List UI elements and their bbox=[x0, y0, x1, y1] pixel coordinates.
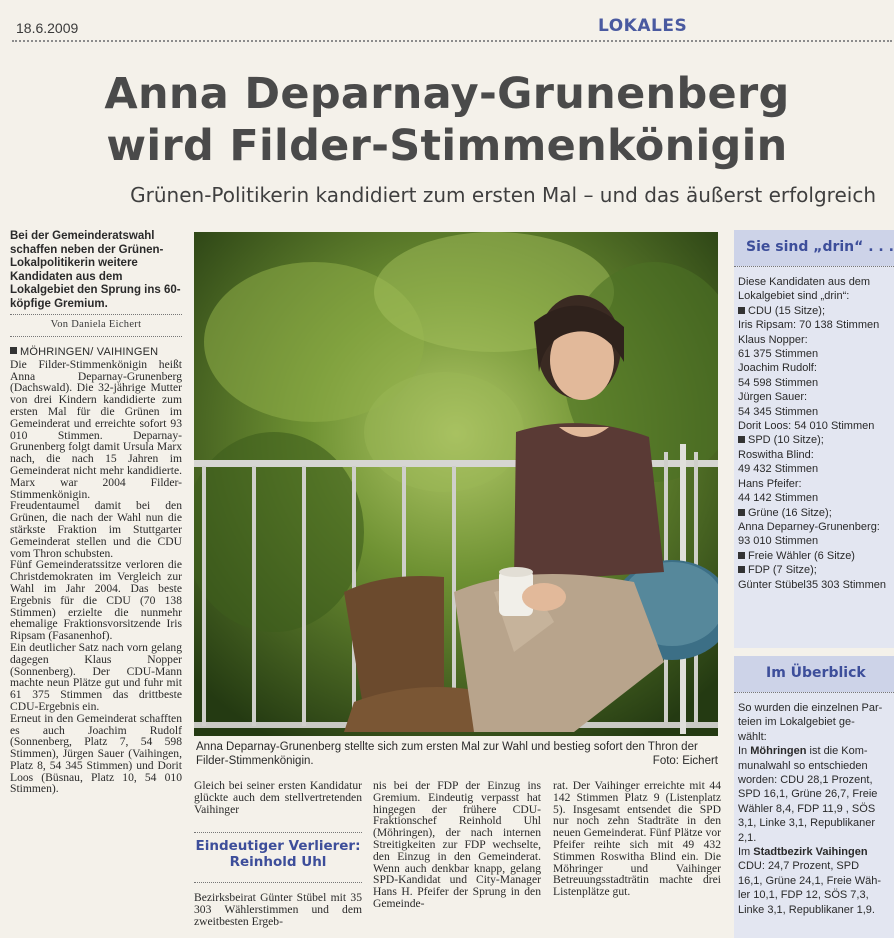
section-label: LOKALES bbox=[598, 16, 688, 36]
photo-caption bbox=[196, 740, 718, 768]
subheadline: Grünen-Politikerin kandidiert zum ersten Mal – und das äußerst erfolgreich bbox=[130, 183, 876, 207]
intertitle: Eindeutiger Verlierer: Reinhold Uhl bbox=[195, 838, 361, 870]
sidebar-line: Diese Kandidaten aus dem bbox=[738, 276, 871, 288]
headline-line-2: wird Filder-Stimmenkönigin bbox=[106, 121, 788, 171]
sidebar-line: munalwahl so entschieden bbox=[738, 759, 868, 772]
header-divider bbox=[12, 40, 892, 42]
sidebar-divider bbox=[734, 266, 894, 267]
sidebar-line: CDU: 24,7 Prozent, SPD bbox=[738, 860, 860, 873]
sidebar-party-line bbox=[738, 433, 894, 447]
article-column-2-top: Gleich bei seiner ersten Kandidatur glückte auch dem stellvertretenden Vaihinger bbox=[194, 779, 362, 816]
sidebar-line: wählt: bbox=[738, 730, 767, 743]
bullet-square-icon bbox=[738, 307, 745, 314]
sidebar-line: Günter Stübel35 303 Stimmen bbox=[738, 578, 886, 591]
bullet-square-icon bbox=[10, 347, 17, 354]
party-label: Freie Wähler (6 Sitze) bbox=[748, 549, 855, 562]
party-label: FDP (7 Sitze); bbox=[748, 564, 817, 577]
party-label: Grüne (16 Sitze); bbox=[748, 506, 832, 519]
headline-line-1: Anna Deparnay-Grunenberg bbox=[104, 69, 790, 119]
sidebar-line: teien im Lokalgebiet ge- bbox=[738, 716, 855, 729]
sidebar-line: Anna Deparney-Grunenberg: 93 010 Stimmen bbox=[738, 520, 880, 548]
sidebar-candidates-title: Sie sind „drin“ . . . bbox=[734, 230, 894, 266]
bullet-square-icon bbox=[738, 509, 745, 516]
byline: Von Daniela Eichert bbox=[50, 319, 142, 330]
headline bbox=[0, 68, 894, 172]
sidebar-line bbox=[738, 744, 894, 758]
sidebar-line: Jürgen Sauer: bbox=[738, 391, 808, 404]
caption-text: Anna Deparnay-Grunenberg stellte sich zum ersten Mal zur Wahl und bestieg sofort den Thron der Filder-Stimmenkönigin. bbox=[196, 741, 698, 767]
issue-date: 18.6.2009 bbox=[16, 20, 79, 36]
sidebar-line: So wurden die einzelnen Par- bbox=[738, 702, 883, 714]
sidebar-line bbox=[738, 845, 894, 859]
article-paragraph-2: Freudentaumel damit bei den Grünen, die nach der Wahl nun die stärkste Fraktion im Stuttgarter Gemeinderat stellen und die CDU vom Thron schubsten. bbox=[10, 499, 182, 560]
sidebar-candidates-body bbox=[734, 271, 894, 592]
district-name: Möhringen bbox=[750, 745, 807, 758]
lead-paragraph: Bei der Gemeinderatswahl schaffen neben der Grünen-Lokalpolitikerin weitere Kandidaten aus dem Lokalgebiet den Sprung ins 60-köpfige Gremium. bbox=[10, 230, 181, 310]
sidebar-text: Im bbox=[738, 846, 754, 859]
article-paragraph-1: Die Filder-Stimmenkönigin heißt Anna Deparnay-Grunenberg (Dachswald). Die 32-jährige Mutter von drei Kindern kandidierte zum ersten Mal für die Grünen im Gemeinderat und erreichte sofort 93 010 Stimmen. Deparnay-Grunenberg folgt damit Ursula Marx nach, die nach 15 Jahren im Gemeinderat nicht mehr kandidierte. Marx war 2004 Filder-Stimmenkönigin. bbox=[10, 357, 182, 501]
byline-divider-top bbox=[10, 314, 182, 315]
subhead-divider-top bbox=[194, 832, 362, 833]
sidebar-line: Hans Pfeifer: bbox=[738, 477, 802, 490]
sidebar-line: Linke 3,1, Republikaner 1,9. bbox=[738, 903, 875, 916]
bullet-square-icon bbox=[738, 436, 745, 443]
sidebar-line: Klaus Nopper: bbox=[738, 333, 808, 346]
sidebar-party-line bbox=[738, 549, 894, 563]
sidebar-overview-title: Im Überblick bbox=[734, 656, 894, 692]
sidebar-line: 2,1. bbox=[738, 831, 757, 844]
article-photo bbox=[194, 232, 718, 736]
party-label: CDU (15 Sitze); bbox=[748, 304, 826, 317]
district-name: Stadtbezirk Vaihingen bbox=[753, 846, 868, 859]
sidebar-line: 61 375 Stimmen bbox=[738, 348, 819, 361]
article-column-1 bbox=[10, 346, 182, 795]
byline-divider-bottom bbox=[10, 336, 182, 337]
article-paragraph-4: Ein deutlicher Satz nach vorn gelang dagegen Klaus Nopper (Sonnenberg). Der CDU-Mann machte neun Plätze gut und fuhr mit 61 375 Stimmen das drittbeste CDU-Ergebnis ein. bbox=[10, 640, 182, 713]
bullet-square-icon bbox=[738, 552, 745, 559]
photo-credit: Foto: Eichert bbox=[652, 755, 718, 767]
sidebar-overview bbox=[734, 656, 894, 938]
sidebar-party-line bbox=[738, 506, 894, 520]
sidebar-line: 3,1, Linke 3,1, Republikaner bbox=[738, 817, 875, 830]
sidebar-line: 16,1, Grüne 24,1, Freie Wäh- bbox=[738, 874, 882, 887]
sidebar-party-line bbox=[738, 563, 894, 577]
subhead-divider-bottom bbox=[194, 882, 362, 883]
sidebar-line: Wähler 8,4, FDP 11,9 , SÖS bbox=[738, 802, 876, 815]
article-column-3: nis bei der FDP der Einzug ins Gremium. Eindeutig verpasst hat hingegen der frühere CDU-Fraktionschef Reinhold Uhl (Möhringen), der nach internen Streitigkeiten zur FDP wechselte, den Einzug in den Gemeinderat. Wenn auch denkbar knapp, gelang SPD-Kandidat und City-Manager Hans H. Pfeifer der Sprung in den Gemeinde- bbox=[373, 779, 541, 910]
sidebar-line: Iris Ripsam: 70 138 Stimmen bbox=[738, 319, 880, 332]
sidebar-divider bbox=[734, 692, 894, 693]
sidebar-party-line bbox=[738, 304, 894, 318]
article-column-4: rat. Der Vaihinger erreichte mit 44 142 Stimmen Platz 9 (Listenplatz 5). Insgesamt entsendet die SPD nur noch zehn Stadträte in den neuen Gemeinderat. Fünf Plätze vor Pfeifer reihte sich mit 49 432 Stimmen Roswitha Blind ein. Die Möhringer und Vaihinger Betreuungsstadträtin machte drei Listenplätze gut. bbox=[553, 779, 721, 899]
bullet-square-icon bbox=[738, 566, 745, 573]
sidebar-line: Roswitha Blind: bbox=[738, 448, 814, 461]
sidebar-candidates bbox=[734, 230, 894, 648]
party-label: SPD (10 Sitze); bbox=[748, 434, 824, 447]
article-paragraph-5: Erneut in den Gemeinderat schafften es auch Joachim Rudolf (Sonnenberg, Platz 7, 54 598 Stimmen), Jürgen Sauer (Vaihingen, Platz 8, 54 345 Stimmen) und Dorit Loos (Büsnau, Platz 10, 54 010 Stimmen). bbox=[10, 711, 182, 796]
sidebar-line: 44 142 Stimmen bbox=[738, 492, 819, 505]
sidebar-text: In bbox=[738, 745, 751, 758]
sidebar-line: 49 432 Stimmen bbox=[738, 463, 819, 476]
sidebar-line: 54 345 Stimmen bbox=[738, 405, 819, 418]
sidebar-overview-body bbox=[734, 697, 894, 917]
sidebar-line: Dorit Loos: 54 010 Stimmen bbox=[738, 420, 875, 433]
sidebar-line: Lokalgebiet sind „drin“: bbox=[738, 290, 850, 303]
article-paragraph-3: Fünf Gemeinderatssitze verloren die Christdemokraten im Vergleich zur Wahl im Jahr 2004. Das beste Ergebnis für die CDU (70 138 Stimmen) erzielte die nunmehr ehemalige Fraktionsvorsitzende Iris Ripsam (Fasanenhof). bbox=[10, 558, 182, 643]
article-column-2-bottom: Bezirksbeirat Günter Stübel mit 35 303 Wählerstimmen und dem zweitbesten Ergeb- bbox=[194, 891, 362, 928]
sidebar-text: ist die Kom- bbox=[806, 745, 868, 758]
sidebar-line: ler 10,1, FDP 12, SÖS 7,3, bbox=[738, 889, 869, 902]
sidebar-line: SPD 16,1, Grüne 26,7, Freie bbox=[738, 788, 878, 801]
sidebar-line: worden: CDU 28,1 Prozent, bbox=[738, 774, 873, 787]
sidebar-line: 54 598 Stimmen bbox=[738, 376, 819, 389]
photo-illustration bbox=[194, 232, 718, 736]
dateline-place: MÖHRINGEN/ VAIHINGEN bbox=[20, 346, 159, 358]
sidebar-line: Joachim Rudolf: bbox=[738, 362, 817, 375]
